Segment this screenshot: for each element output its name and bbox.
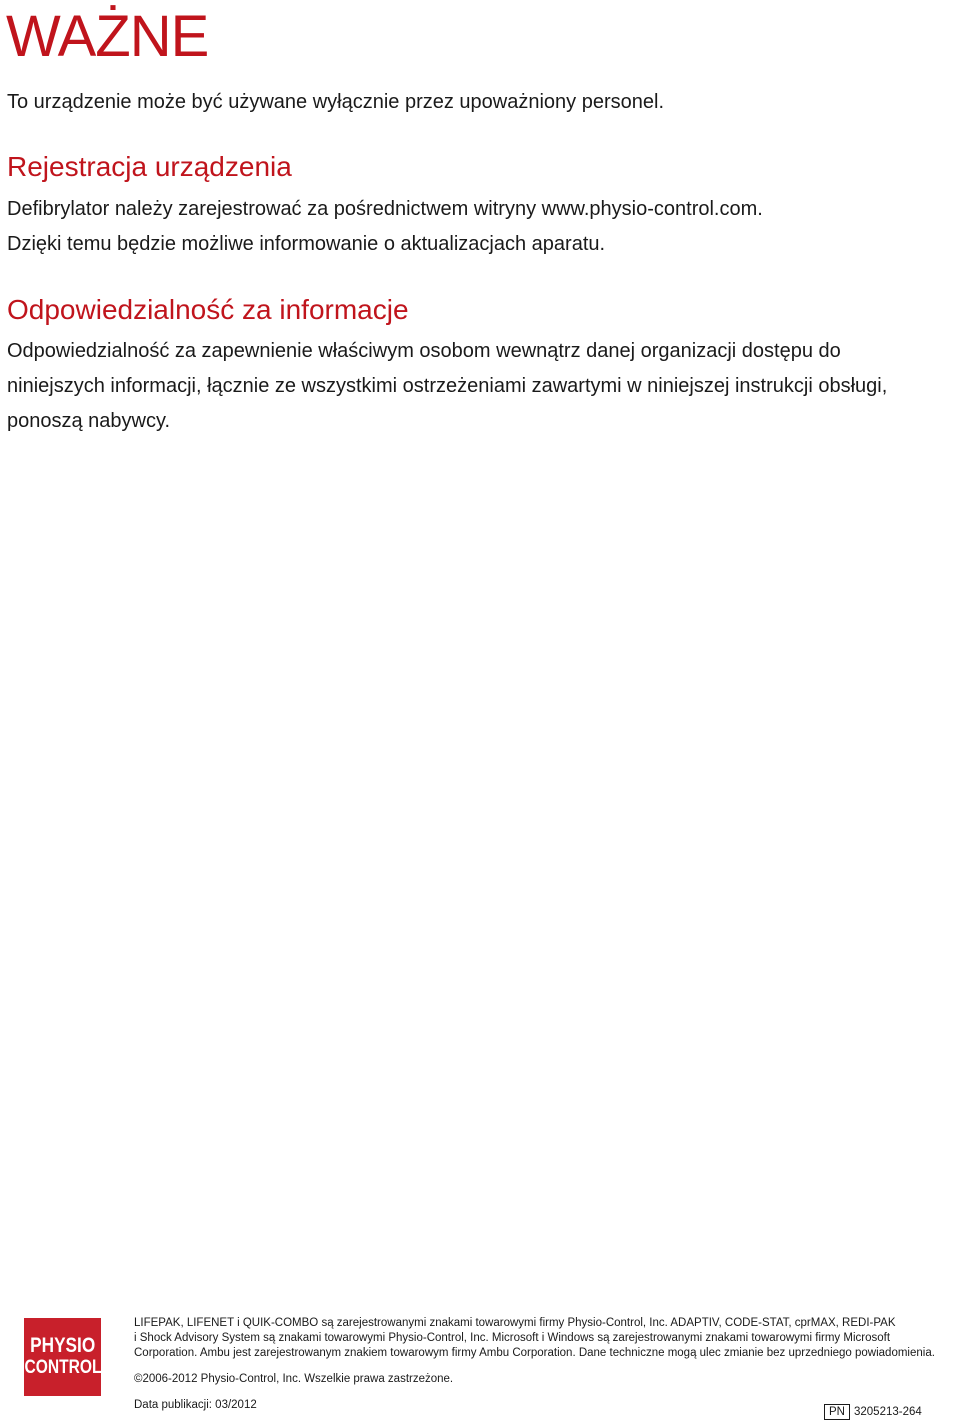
responsibility-paragraph — [7, 334, 887, 439]
page-title: WAŻNE — [6, 4, 209, 69]
trademark-line: Corporation. Ambu jest zarejestrowanym znakiem towarowym firmy Ambu Corporation. Dane techniczne mogą ulec zmianie bez uprzedniego powiadomienia. — [134, 1347, 935, 1359]
intro-text: To urządzenie może być używane wyłącznie przez upoważniony personel. — [7, 91, 665, 113]
part-number — [824, 1404, 922, 1420]
pn-number: 3205213-264 — [853, 1405, 922, 1418]
responsibility-heading: Odpowiedzialność za informacje — [7, 294, 409, 325]
physio-control-logo — [24, 1318, 101, 1396]
responsibility-line: Odpowiedzialność za zapewnienie właściwym osobom wewnątrz danej organizacji dostępu do — [7, 340, 841, 362]
logo-line-1: PHYSIO — [29, 1334, 96, 1357]
registration-line: Defibrylator należy zarejestrować za pośrednictwem witryny www.physio-control.com. — [7, 198, 763, 220]
registration-line: Dzięki temu będzie możliwe informowanie o aktualizacjach aparatu. — [7, 233, 606, 255]
responsibility-line: niniejszych informacji, łącznie ze wszystkimi ostrzeżeniami zawartymi w niniejszej instrukcji obsługi, — [7, 375, 888, 397]
responsibility-line: ponoszą nabywcy. — [7, 410, 171, 432]
trademark-notice — [134, 1316, 934, 1361]
trademark-line: i Shock Advisory System są znakami towarowymi Physio-Control, Inc. Microsoft i Windows są zarejestrowanymi znakami towarowymi firmy Microsoft — [134, 1332, 891, 1344]
publication-date: Data publikacji: 03/2012 — [134, 1399, 257, 1411]
logo-line-2: CONTROL — [23, 1357, 102, 1378]
copyright-notice: ©2006-2012 Physio-Control, Inc. Wszelkie prawa zastrzeżone. — [134, 1373, 454, 1385]
registration-heading: Rejestracja urządzenia — [7, 151, 292, 182]
trademark-line: LIFEPAK, LIFENET i QUIK-COMBO są zarejestrowanymi znakami towarowymi firmy Physio-Control, Inc. ADAPTIV, CODE-STAT, cprMAX, REDI-PAK — [134, 1317, 896, 1329]
registration-paragraph — [7, 192, 763, 262]
pn-label: PN — [824, 1404, 850, 1420]
